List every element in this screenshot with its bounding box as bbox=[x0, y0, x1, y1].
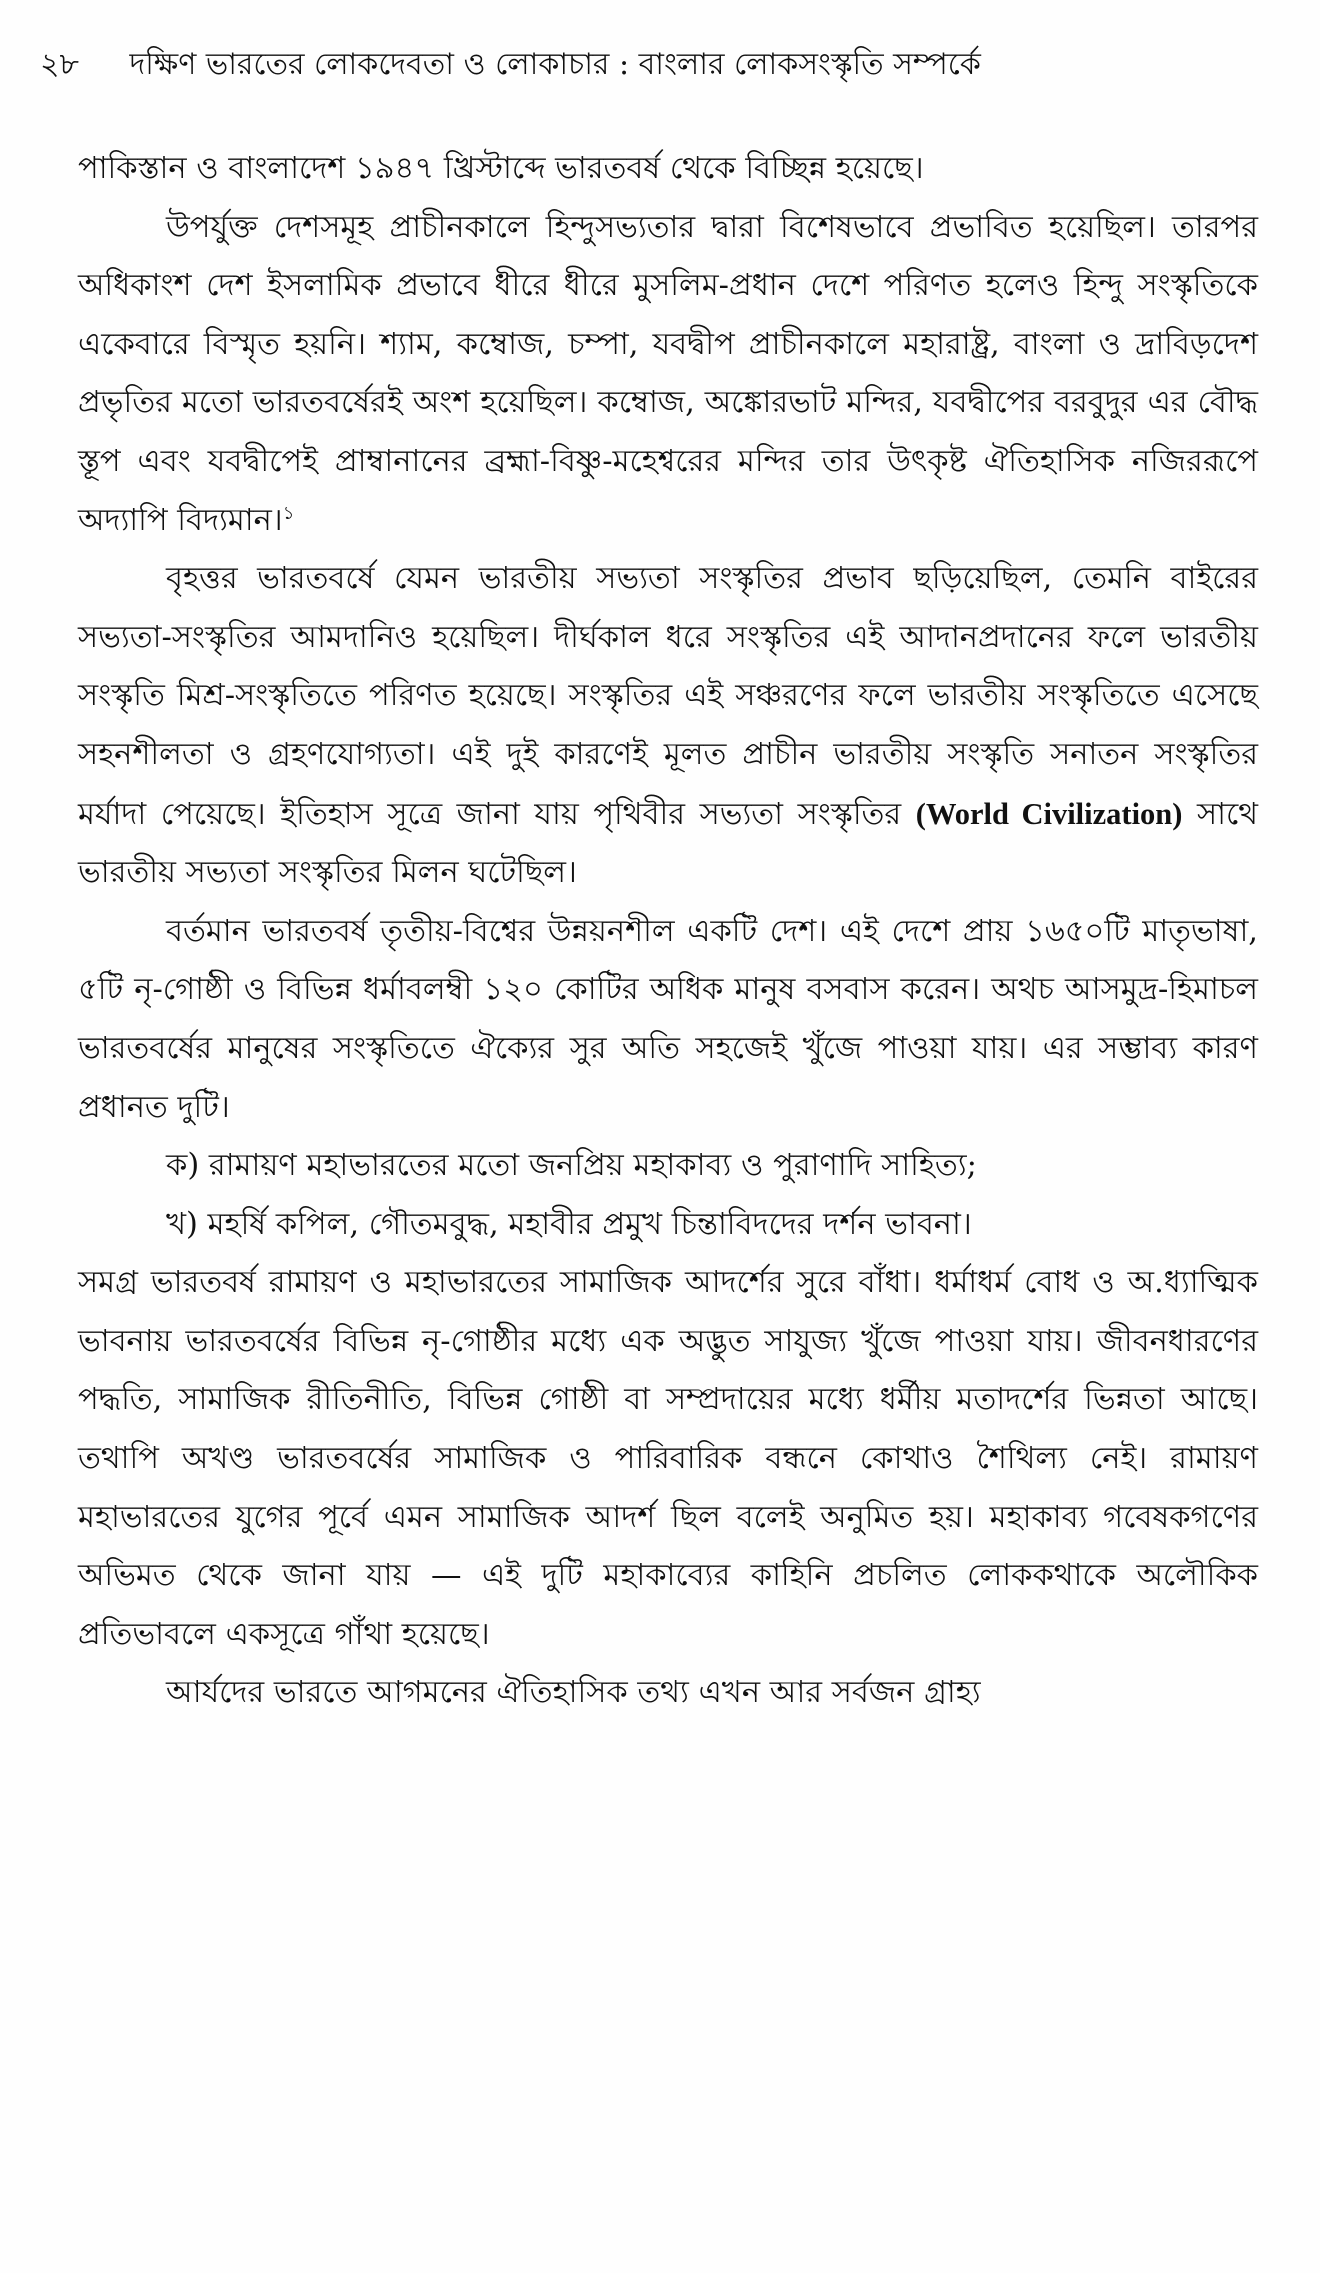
footnote-marker: ১ bbox=[282, 502, 295, 524]
paragraph-6 bbox=[78, 1664, 1258, 1723]
paragraph-5-text: সমগ্র ভারতবর্ষ রামায়ণ ও মহাভারতের সামাজিক আদর্শের সুরে বাঁধা। ধর্মাধর্ম বোধ ও অ.ধ্যাত্মিক ভাবনায় ভারতবর্ষের বিভিন্ন নৃ-গোষ্ঠীর মধ্যে এক অদ্ভুত সাযুজ্য খুঁজে পাওয়া যায়। জীবনধারণের পদ্ধতি, সামাজিক রীতিনীতি, বিভিন্ন গোষ্ঠী বা সম্প্রদায়ের মধ্যে ধর্মীয় মতাদর্শের ভিন্নতা আছে। তথাপি অখণ্ড ভারতবর্ষের সামাজিক ও পারিবারিক বন্ধনে কোথাও শৈথিল্য নেই। রামায়ণ মহাভারতের যুগের পূর্বে এমন সামাজিক আদর্শ ছিল বলেই অনুমিত হয়। মহাকাব্য গবেষকগণের অভিমত থেকে জানা যায় — এই দুটি মহাকাব্যের কাহিনি প্রচলিত লোককথাকে অলৌকিক প্রতিভাবলে একসূত্রে গাঁথা হয়েছে। bbox=[78, 1265, 1258, 1652]
paragraph-4 bbox=[78, 903, 1258, 1137]
paragraph-5 bbox=[78, 1254, 1258, 1664]
paragraph-2 bbox=[78, 199, 1258, 551]
page-number: ২৮ bbox=[40, 47, 79, 82]
english-term: (World Civilization) bbox=[915, 796, 1183, 831]
list-item-kha-text: খ) মহর্ষি কপিল, গৌতমবুদ্ধ, মহাবীর প্রমুখ চিন্তাবিদদের দর্শন ভাবনা। bbox=[166, 1206, 972, 1242]
list-item-ka-text: ক) রামায়ণ মহাভারতের মতো জনপ্রিয় মহাকাব্য ও পুরাণাদি সাহিত্য; bbox=[166, 1148, 977, 1184]
body-text bbox=[78, 140, 1258, 1723]
paragraph-1-text: পাকিস্তান ও বাংলাদেশ ১৯৪৭ খ্রিস্টাব্দে ভারতবর্ষ থেকে বিচ্ছিন্ন হয়েছে। bbox=[78, 151, 924, 186]
list-item-ka bbox=[78, 1137, 1258, 1196]
paragraph-2-text: উপর্যুক্ত দেশসমূহ প্রাচীনকালে হিন্দুসভ্যতার দ্বারা বিশেষভাবে প্রভাবিত হয়েছিল। তারপর অধিকাংশ দেশ ইসলামিক প্রভাবে ধীরে ধীরে মুসলিম-প্রধান দেশে পরিণত হলেও হিন্দু সংস্কৃতিকে একেবারে বিস্মৃত হয়নি। শ্যাম, কম্বোজ, চম্পা, যবদ্বীপ প্রাচীনকালে মহারাষ্ট্র, বাংলা ও দ্রাবিড়দেশ প্রভৃতির মতো ভারতবর্ষেরই অংশ হয়েছিল। কম্বোজ, অঙ্কোরভাট মন্দির, যবদ্বীপের বরবুদুর এর বৌদ্ধ স্তূপ এবং যবদ্বীপেই প্রাম্বানানের ব্রহ্মা-বিষ্ণু-মহেশ্বরের মন্দির তার উৎকৃষ্ট ঐতিহাসিক নজিররূপে অদ্যাপি বিদ্যমান। bbox=[78, 209, 1258, 538]
paragraph-3 bbox=[78, 550, 1258, 903]
paragraph-4-text: বর্তমান ভারতবর্ষ তৃতীয়-বিশ্বের উন্নয়নশীল একটি দেশ। এই দেশে প্রায় ১৬৫০টি মাতৃভাষা, ৫টি নৃ-গোষ্ঠী ও বিভিন্ন ধর্মাবলম্বী ১২০ কোটির অধিক মানুষ বসবাস করেন। অথচ আসমুদ্র-হিমাচল ভারতবর্ষের মানুষের সংস্কৃতিতে ঐক্যের সুর অতি সহজেই খুঁজে পাওয়া যায়। এর সম্ভাব্য কারণ প্রধানত দুটি। bbox=[78, 913, 1258, 1125]
paragraph-3-text-start: বৃহত্তর ভারতবর্ষে যেমন ভারতীয় সভ্যতা সংস্কৃতির প্রভাব ছড়িয়েছিল, তেমনি বাইরের সভ্যতা-সংস্কৃতির আমদানিও হয়েছিল। দীর্ঘকাল ধরে সংস্কৃতির এই আদানপ্রদানের ফলে ভারতীয় সংস্কৃতি মিশ্র-সংস্কৃতিতে পরিণত হয়েছে। সংস্কৃতির এই সঞ্চরণের ফলে ভারতীয় সংস্কৃতিতে এসেছে সহনশীলতা ও গ্রহণযোগ্যতা। এই দুই কারণেই মূলত প্রাচীন ভারতীয় সংস্কৃতি সনাতন সংস্কৃতির মর্যাদা পেয়েছে। ইতিহাস সূত্রে জানা যায় পৃথিবীর সভ্যতা সংস্কৃতির bbox=[78, 561, 1258, 832]
paragraph-continued bbox=[78, 140, 1258, 199]
list-item-kha bbox=[78, 1196, 1258, 1255]
running-title: দক্ষিণ ভারতের লোকদেবতা ও লোকাচার : বাংলার লোকসংস্কৃতি সম্পর্কে bbox=[129, 47, 981, 82]
paragraph-3-text-end: সাথে ভারতীয় সভ্যতা সংস্কৃতির মিলন ঘটেছিল। bbox=[78, 796, 1258, 891]
running-header bbox=[40, 40, 1280, 90]
paragraph-6-text: আর্যদের ভারতে আগমনের ঐতিহাসিক তথ্য এখন আর সর্বজন গ্রাহ্য bbox=[166, 1675, 981, 1711]
